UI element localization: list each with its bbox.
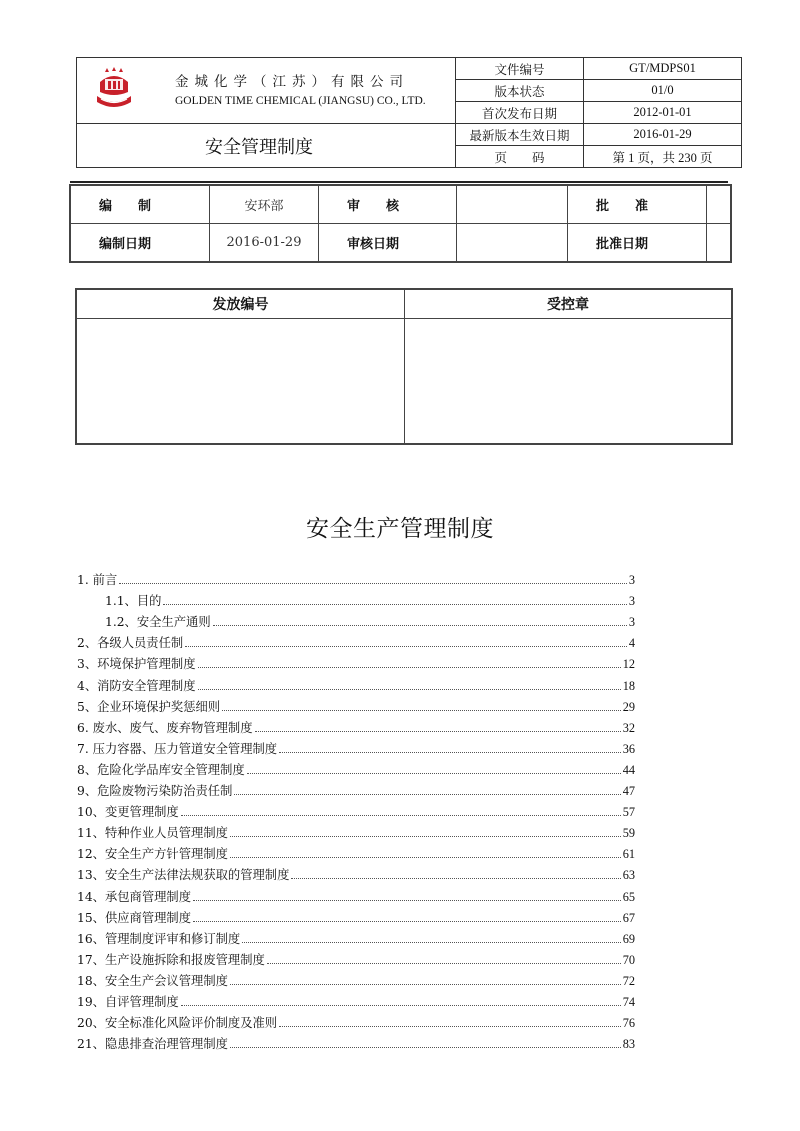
toc-entry-label: 10、变更管理制度 <box>77 805 179 820</box>
toc-entry-page: 63 <box>622 868 635 883</box>
meta-label-page: 页 码 <box>456 146 584 168</box>
toc-entry-label: 1. 前言 <box>77 573 118 588</box>
toc-leader-dots <box>193 900 621 901</box>
toc-leader-dots <box>267 963 621 964</box>
toc-entry[interactable] <box>77 778 635 799</box>
toc-entry[interactable] <box>77 820 635 841</box>
toc-entry-page: 3 <box>628 615 635 630</box>
toc-entry[interactable] <box>77 1010 635 1031</box>
compile-date-value: 2016-01-29 <box>210 224 319 263</box>
toc-entry-label: 17、生产设施拆除和报废管理制度 <box>77 952 265 967</box>
review-date-value <box>457 224 568 263</box>
toc-entry[interactable] <box>77 1031 635 1052</box>
toc-entry-label: 12、安全生产方针管理制度 <box>77 847 228 862</box>
toc-entry-label: 1.2、安全生产通则 <box>105 615 211 630</box>
signoff-table <box>69 184 732 263</box>
toc-entry-page: 61 <box>622 847 635 862</box>
toc-entry-label: 4、消防安全管理制度 <box>77 678 196 693</box>
toc-leader-dots <box>185 646 627 647</box>
toc-leader-dots <box>230 1047 621 1048</box>
document-title: 安全生产管理制度 <box>306 516 494 542</box>
toc-entry-label: 11、特种作业人员管理制度 <box>77 826 228 841</box>
toc-leader-dots <box>198 689 621 690</box>
distribution-table <box>75 288 733 445</box>
toc-entry-page: 18 <box>622 678 635 693</box>
toc-entry-page: 32 <box>622 720 635 735</box>
review-label: 审 核 <box>319 185 457 224</box>
toc-entry[interactable] <box>77 694 635 715</box>
toc-leader-dots <box>119 583 627 584</box>
meta-value-effective-date: 2016-01-29 <box>584 124 742 146</box>
meta-value-first-release: 2012-01-01 <box>584 102 742 124</box>
meta-label-first-release: 首次发布日期 <box>456 102 584 124</box>
toc-entry-label: 16、管理制度评审和修订制度 <box>77 931 241 946</box>
meta-value-doc-number: GT/MDPS01 <box>584 58 742 80</box>
company-name-cell <box>151 58 456 124</box>
toc-leader-dots <box>255 731 621 732</box>
toc-entry-label: 6. 废水、废气、废弃物管理制度 <box>77 720 253 735</box>
document-header <box>76 57 742 168</box>
toc-entry-label: 13、安全生产法律法规获取的管理制度 <box>77 868 290 883</box>
toc-leader-dots <box>222 710 621 711</box>
distribution-number-header: 发放编号 <box>76 289 405 319</box>
review-value <box>457 185 568 224</box>
toc-entry-label: 1.1、目的 <box>105 594 162 609</box>
toc-leader-dots <box>279 752 621 753</box>
toc-leader-dots <box>279 1026 621 1027</box>
toc-entry-page: 36 <box>622 741 635 756</box>
meta-value-version: 01/0 <box>584 80 742 102</box>
review-date-label: 审核日期 <box>319 224 457 263</box>
toc-entry-page: 67 <box>622 910 635 925</box>
compile-date-label: 编制日期 <box>70 224 210 263</box>
toc-entry-label: 9、危险废物污染防治责任制 <box>77 784 233 799</box>
toc-entry[interactable] <box>77 799 635 820</box>
table-of-contents <box>77 567 635 1052</box>
toc-entry[interactable] <box>77 841 635 862</box>
toc-entry-page: 4 <box>628 636 635 651</box>
toc-entry[interactable] <box>77 715 635 736</box>
toc-entry-label: 7. 压力容器、压力管道安全管理制度 <box>77 741 278 756</box>
logo-cell <box>77 58 152 124</box>
toc-entry-label: 8、危险化学品库安全管理制度 <box>77 762 245 777</box>
toc-entry-label: 2、各级人员责任制 <box>77 636 184 651</box>
toc-leader-dots <box>181 815 621 816</box>
approve-label: 批 准 <box>568 185 707 224</box>
toc-entry[interactable] <box>77 567 635 588</box>
toc-entry-page: 70 <box>622 952 635 967</box>
toc-entry[interactable] <box>77 757 635 778</box>
toc-entry-page: 3 <box>628 594 635 609</box>
controlled-stamp-cell <box>405 319 733 445</box>
toc-entry[interactable] <box>77 609 635 630</box>
approve-value <box>707 185 732 224</box>
compile-label: 编 制 <box>70 185 210 224</box>
meta-label-effective-date: 最新版本生效日期 <box>456 124 584 146</box>
toc-entry-label: 18、安全生产会议管理制度 <box>77 973 228 988</box>
toc-entry-page: 74 <box>622 994 635 1009</box>
distribution-number-cell <box>76 319 405 445</box>
toc-entry-page: 3 <box>628 573 635 588</box>
toc-leader-dots <box>291 878 620 879</box>
toc-entry[interactable] <box>77 588 635 609</box>
toc-entry[interactable] <box>77 926 635 947</box>
toc-leader-dots <box>198 667 621 668</box>
toc-entry[interactable] <box>77 947 635 968</box>
toc-entry[interactable] <box>77 905 635 926</box>
meta-label-version: 版本状态 <box>456 80 584 102</box>
toc-entry-label: 5、企业环境保护奖惩细则 <box>77 699 221 714</box>
toc-entry[interactable] <box>77 672 635 693</box>
toc-entry[interactable] <box>77 989 635 1010</box>
toc-entry-page: 65 <box>622 889 635 904</box>
header-divider <box>70 181 728 183</box>
compile-value: 安环部 <box>210 185 319 224</box>
toc-entry[interactable] <box>77 883 635 904</box>
toc-leader-dots <box>213 625 627 626</box>
toc-entry-label: 20、安全标准化风险评价制度及准则 <box>77 1016 278 1031</box>
toc-entry-page: 69 <box>622 931 635 946</box>
approve-date-label: 批准日期 <box>568 224 707 263</box>
toc-entry-label: 19、自评管理制度 <box>77 994 179 1009</box>
company-name-cn: 金城化学（江苏）有限公司 <box>175 73 409 90</box>
toc-leader-dots <box>234 794 620 795</box>
toc-entry-label: 21、隐患排查治理管理制度 <box>77 1037 228 1052</box>
toc-leader-dots <box>230 857 621 858</box>
toc-entry-page: 12 <box>622 657 635 672</box>
company-name-en: GOLDEN TIME CHEMICAL (JIANGSU) CO., LTD. <box>175 94 426 107</box>
toc-leader-dots <box>230 984 621 985</box>
toc-leader-dots <box>247 773 621 774</box>
toc-entry[interactable] <box>77 736 635 757</box>
toc-entry-page: 59 <box>622 826 635 841</box>
toc-entry-page: 72 <box>622 973 635 988</box>
toc-leader-dots <box>163 604 626 605</box>
controlled-stamp-header: 受控章 <box>405 289 733 319</box>
toc-entry[interactable] <box>77 968 635 989</box>
toc-entry-page: 47 <box>622 784 635 799</box>
approve-date-value <box>707 224 732 263</box>
toc-entry-page: 29 <box>622 699 635 714</box>
toc-entry[interactable] <box>77 651 635 672</box>
meta-value-page: 第 1 页，共 230 页 <box>584 146 742 168</box>
toc-leader-dots <box>242 942 620 943</box>
company-logo-icon <box>91 66 137 112</box>
toc-leader-dots <box>193 921 621 922</box>
header-doc-title: 安全管理制度 <box>77 124 456 168</box>
toc-entry-label: 14、承包商管理制度 <box>77 889 192 904</box>
toc-entry-label: 3、环境保护管理制度 <box>77 657 196 672</box>
toc-entry-page: 83 <box>622 1037 635 1052</box>
toc-entry-page: 76 <box>622 1016 635 1031</box>
toc-entry-label: 15、供应商管理制度 <box>77 910 192 925</box>
toc-entry-page: 57 <box>622 805 635 820</box>
meta-label-doc-number: 文件编号 <box>456 58 584 80</box>
toc-entry-page: 44 <box>622 762 635 777</box>
toc-entry[interactable] <box>77 862 635 883</box>
toc-leader-dots <box>230 836 621 837</box>
toc-entry[interactable] <box>77 630 635 651</box>
toc-leader-dots <box>181 1005 621 1006</box>
